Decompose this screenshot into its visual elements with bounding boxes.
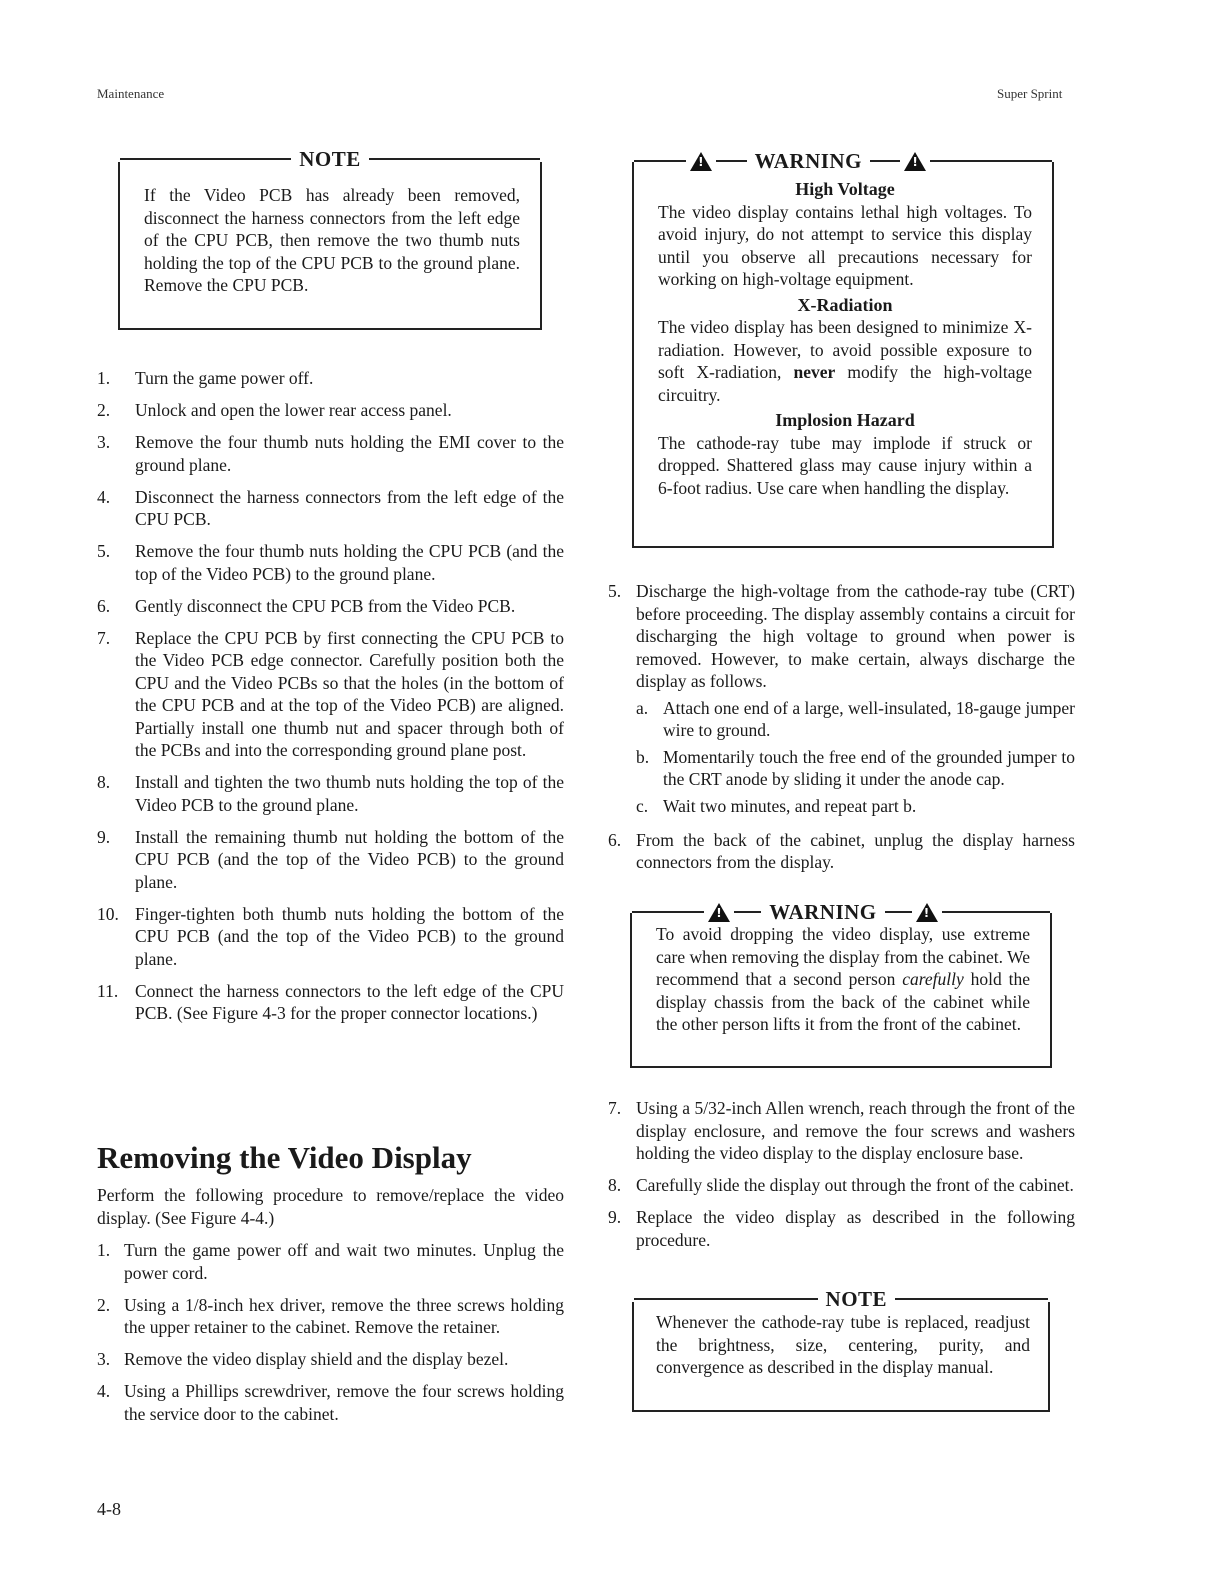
item-number: 8. [608,1175,622,1195]
item-number: 10. [97,903,119,924]
warning-triangle-icon [690,152,712,171]
warning-title: WARNING [769,900,877,924]
header-title: Super Sprint [997,86,1063,101]
item-number: 11. [97,980,119,1001]
item-number: 9. [608,1207,622,1227]
item-number: 7. [608,1098,622,1118]
section-removing-video-display [97,1140,564,1435]
item-text: Turn the game power off. [135,368,314,388]
item-text: Remove the four thumb nuts holding the CPU PCB (and the top of the Video PCB) to the ground plane. [135,541,564,584]
implosion-hazard-heading: Implosion Hazard [775,410,915,430]
item-number: 3. [97,432,111,452]
x-radiation-text-part: modify the high-voltage circuitry. [658,362,1032,405]
list-item [608,580,1075,821]
item-text: Using a 1/8-inch hex driver, remove the three screws holding the upper retainer to the cabinet. Remove the retainer. [124,1294,564,1337]
x-radiation-text-part: The video display has been designed to minimize X-radiation. However, to avoid possible exposure to soft X-radiation, [658,317,1032,382]
note-box-crt [632,1287,1050,1412]
item-text: Remove the video display shield and the display bezel. [124,1349,509,1369]
item-number: 8. [97,772,111,792]
list-item [608,1206,1075,1251]
item-text: Remove the four thumb nuts holding the EMI cover to the ground plane. [135,432,564,475]
list-item [608,1174,1075,1197]
high-voltage-text: The video display contains lethal high voltages. To avoid injury, do not attempt to service this display until you observe all precautions necessary for working on high-voltage equipment. [658,201,1032,289]
sub-item-text: Attach one end of a large, well-insulated, 18-gauge jumper wire to ground. [663,697,1075,740]
item-number: 4. [97,486,111,507]
list-item [608,1097,1075,1165]
sub-item-letter: c. [636,795,649,816]
list-item [97,1380,564,1425]
item-text: From the back of the cabinet, unplug the display harness connectors from the display. [636,829,1075,872]
item-number: 5. [608,581,622,601]
item-text: Discharge the high-voltage from the cathode-ray tube (CRT) before proceeding. The display assembly contains a circuit for discharging the high voltage to ground when power is removed. However, to make certain, always discharge the display as follows. [636,581,1075,691]
item-text: Install the remaining thumb nut holding the bottom of the CPU PCB (and the top of the Video PCB) to the ground plane. [135,826,564,892]
list-item [97,367,564,390]
item-number: 5. [97,541,111,561]
sub-item-letter: a. [636,697,649,718]
warning-triangle-icon [904,152,926,171]
item-text: Using a 5/32-inch Allen wrench, reach through the front of the display enclosure, and remove the four screws and washers holding the video display to the display enclosure base. [636,1098,1075,1163]
header-section: Maintenance [97,86,165,101]
steps-list-left [97,367,564,1034]
list-item [97,826,564,894]
section-heading: Removing the Video Display [97,1140,472,1175]
item-text: Turn the game power off and wait two minutes. Unplug the power cord. [124,1240,564,1283]
x-radiation-text [658,316,1032,406]
note-text: If the Video PCB has already been removed, disconnect the harness connectors from the left edge of the CPU PCB, then remove the two thumb nuts holding the top of the CPU PCB to the ground plane. Remove the CPU PCB. [144,185,520,295]
list-item [97,399,564,422]
note-title: NOTE [299,147,361,171]
item-number: 2. [97,400,111,420]
item-number: 1. [97,1240,111,1260]
warning-text-part: hold the display chassis from the back of the cabinet while the other person lifts it from the front of the cabinet. [656,969,1030,1034]
item-number: 6. [608,829,622,850]
list-item [97,627,564,762]
steps-list-right-b [608,1097,1075,1261]
list-item [97,1239,564,1284]
list-item [97,431,564,476]
sub-item-text: Wait two minutes, and repeat part b. [663,795,917,816]
warning-triangle-icon [708,903,730,922]
emphasis-never: never [793,362,836,382]
warning-box-high-voltage [632,149,1054,548]
note-text: Whenever the cathode-ray tube is replaced, readjust the brightness, size, centering, purity, and convergence as described in the display manual. [656,1312,1030,1377]
section-intro: Perform the following procedure to remove/replace the video display. (See Figure 4-4.) [97,1185,564,1228]
section-steps [97,1239,564,1425]
sub-item-letter: b. [636,746,650,767]
warning-text-part: To avoid dropping the video display, use extreme care when removing the display from the cabinet. We recommend that a second person [656,924,1030,989]
list-item [97,1348,564,1371]
note-title: NOTE [825,1287,888,1311]
list-item [97,486,564,531]
item-number: 3. [97,1349,111,1369]
item-text: Finger-tighten both thumb nuts holding the bottom of the CPU PCB (and the top of the Video PCB) to the ground plane. [135,903,564,969]
sub-item [636,746,1075,791]
item-text: Connect the harness connectors to the left edge of the CPU PCB. (See Figure 4-3 for the proper connector locations.) [135,980,564,1023]
emphasis-carefully: carefully [902,969,964,989]
list-item [97,771,564,816]
item-number: 9. [97,826,111,847]
warning-text [656,923,1030,1036]
list-item [97,903,564,971]
list-item [97,540,564,585]
warning-triangle-icon [916,903,938,922]
note-box [118,147,542,330]
page-number: 4-8 [97,1499,121,1519]
list-item [97,1294,564,1339]
x-radiation-heading: X-Radiation [797,294,893,315]
high-voltage-heading: High Voltage [795,179,895,199]
list-item [608,829,1075,874]
item-number: 1. [97,368,111,388]
list-item [97,595,564,618]
item-text: Install and tighten the two thumb nuts holding the top of the Video PCB to the ground plane. [135,772,564,815]
item-text: Carefully slide the display out through the front of the cabinet. [636,1175,1074,1195]
item-number: 6. [97,595,111,616]
implosion-hazard-text: The cathode-ray tube may implode if struck or dropped. Shattered glass may cause injury within a 6-foot radius. Use care when handling the display. [658,432,1032,498]
item-text: Replace the CPU PCB by first connecting the CPU PCB to the Video PCB edge connector. Carefully position both the CPU and the Video PCBs so that the holes (in the bottom of the CPU PCB and at the top of the Video PCB) are aligned. Partially install one thumb nut and spacer through both of the PCBs and into the corresponding ground plane post. [135,627,564,760]
item-number: 4. [97,1381,111,1401]
warning-box-dropping [630,900,1052,1068]
sub-item [636,795,1075,818]
item-text: Unlock and open the lower rear access panel. [135,400,452,420]
sub-item [636,697,1075,742]
item-text: Replace the video display as described in the following procedure. [636,1207,1075,1250]
warning-title: WARNING [754,149,862,173]
sub-item-text: Momentarily touch the free end of the grounded jumper to the CRT anode by sliding it under the anode cap. [663,746,1075,789]
steps-list-right-a [608,580,1075,883]
item-text: Gently disconnect the CPU PCB from the Video PCB. [135,595,516,616]
item-text: Using a Phillips screwdriver, remove the four screws holding the service door to the cabinet. [124,1381,564,1424]
item-number: 2. [97,1294,111,1315]
list-item [97,980,564,1025]
item-text: Disconnect the harness connectors from the left edge of the CPU PCB. [135,486,564,529]
item-number: 7. [97,627,111,648]
